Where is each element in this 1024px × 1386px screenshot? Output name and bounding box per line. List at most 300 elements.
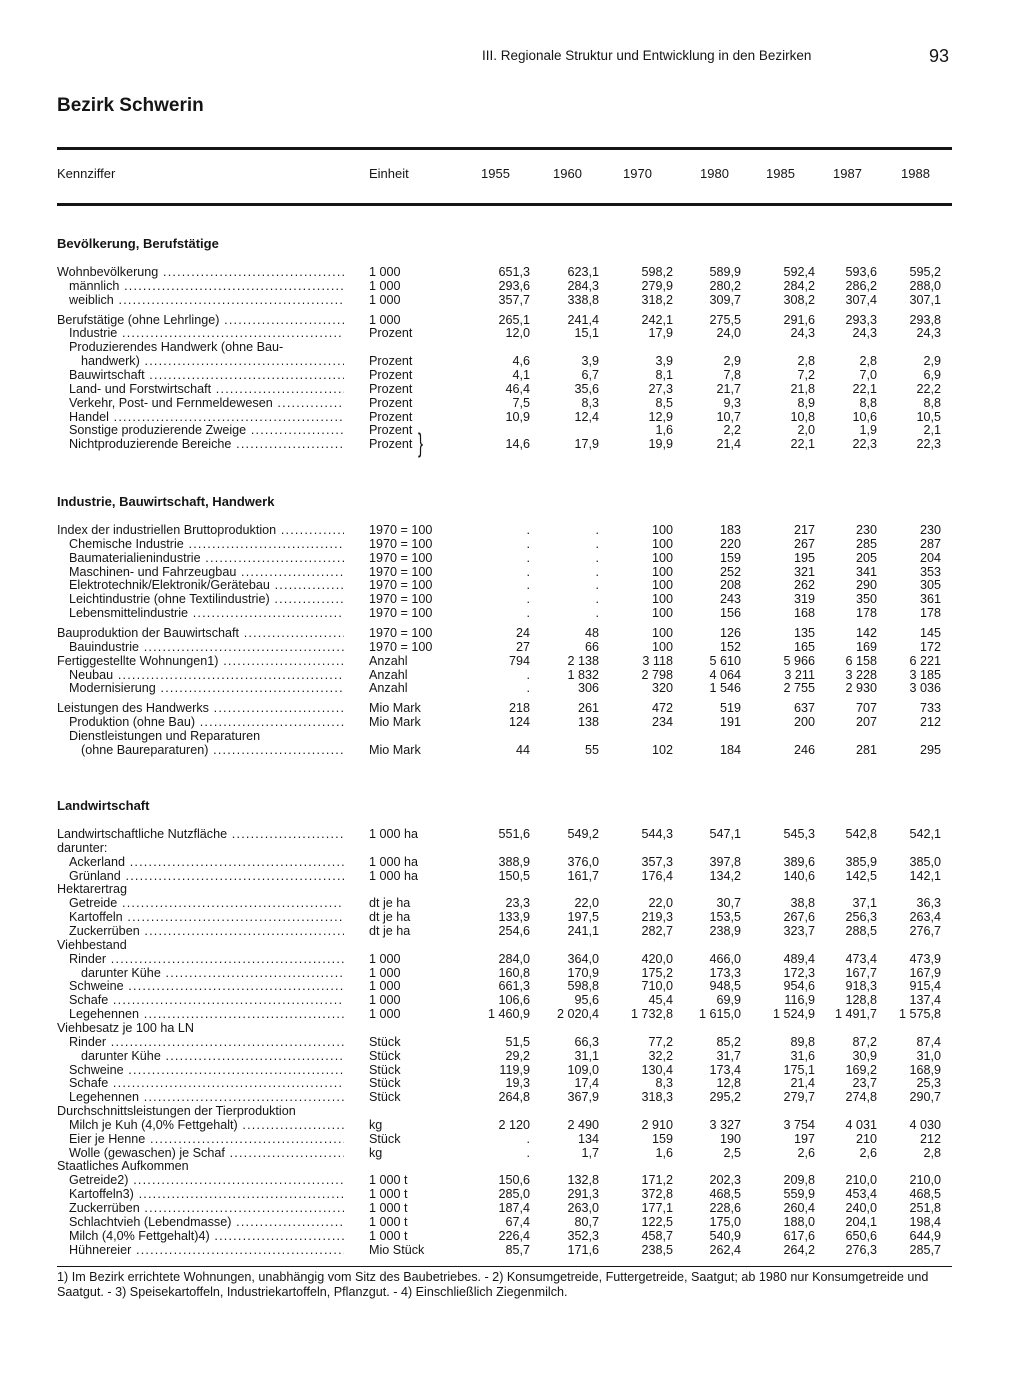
value-cell: 2,0 <box>797 423 815 438</box>
value-cell: 210,0 <box>909 1173 941 1188</box>
value-cell: 24,0 <box>716 326 741 341</box>
value-cell: 69,9 <box>716 993 741 1008</box>
row-unit: 1 000 <box>369 265 401 279</box>
value-cell: 468,5 <box>909 1187 941 1202</box>
value-cell: 2 755 <box>783 681 815 696</box>
value-cell: 212 <box>919 715 941 730</box>
row-label: Kartoffeln3) ..... <box>57 1187 344 1201</box>
value-cell: 8,9 <box>797 395 815 410</box>
value-cell: 385,9 <box>845 854 877 869</box>
value-cell: 489,4 <box>783 951 815 966</box>
value-cell: . <box>595 578 599 593</box>
value-cell: 142,5 <box>845 868 877 883</box>
value-cell: 305 <box>919 578 941 593</box>
value-cell: 262 <box>793 578 815 593</box>
table-row <box>0 855 1024 869</box>
row-label: Berufstätige (ohne Lehrlinge) ..... <box>57 313 344 327</box>
row-unit: 1970 = 100 <box>369 592 433 607</box>
value-cell: 2,6 <box>859 1145 877 1160</box>
row-label: Milch je Kuh (4,0% Fettgehalt) ..... <box>57 1118 344 1132</box>
value-cell: 6,9 <box>923 368 941 382</box>
section-heading: Industrie, Bauwirtschaft, Handwerk <box>57 494 275 509</box>
value-cell: 915,4 <box>909 979 941 994</box>
value-cell: 650,6 <box>845 1228 877 1243</box>
value-cell: 1 575,8 <box>898 1007 941 1022</box>
value-cell: 637 <box>793 701 815 716</box>
value-cell: 210,0 <box>845 1173 877 1188</box>
value-cell: 10,7 <box>716 409 741 424</box>
value-cell: 173,3 <box>709 965 741 980</box>
value-cell: 279,7 <box>783 1090 815 1105</box>
row-unit: 1 000 <box>369 1007 401 1022</box>
value-cell: 153,5 <box>709 910 741 925</box>
value-cell: 3,9 <box>655 354 673 369</box>
value-cell: 3,9 <box>581 354 599 369</box>
value-cell: 2,5 <box>723 1145 741 1160</box>
value-cell: 320 <box>651 681 673 696</box>
value-cell: 2 798 <box>641 667 673 682</box>
value-cell: 116,9 <box>784 993 815 1008</box>
row-label: Industrie ..... <box>57 326 344 340</box>
value-cell: 319 <box>793 592 815 607</box>
row-label: handwerk) ..... <box>57 354 344 368</box>
value-cell: 458,7 <box>641 1228 673 1243</box>
row-unit: Stück <box>369 1076 401 1091</box>
value-cell: 295 <box>919 742 941 757</box>
table-row <box>0 729 1024 743</box>
row-unit: 1 000 t <box>369 1200 408 1215</box>
value-cell: 204,1 <box>845 1214 877 1229</box>
table-row <box>0 410 1024 424</box>
row-label: Schlachtvieh (Lebendmasse) ..... <box>57 1215 344 1229</box>
value-cell: 2,8 <box>797 354 815 369</box>
table-row <box>0 979 1024 993</box>
value-cell: 208 <box>719 578 741 593</box>
table-row <box>0 1159 1024 1173</box>
value-cell: 598,8 <box>567 979 599 994</box>
value-cell: 397,8 <box>709 854 741 869</box>
row-label: Maschinen- und Fahrzeugbau ..... <box>57 565 344 579</box>
value-cell: 100 <box>651 639 673 654</box>
value-cell: 8,1 <box>655 368 673 382</box>
value-cell: 85,7 <box>505 1242 530 1257</box>
value-cell: 5 966 <box>783 653 815 668</box>
value-cell: 44 <box>515 742 530 757</box>
value-cell: 24,3 <box>916 326 941 341</box>
value-cell: 19,3 <box>505 1076 530 1091</box>
value-cell: 172,3 <box>783 965 815 980</box>
value-cell: 190 <box>719 1131 741 1146</box>
table-row <box>0 841 1024 855</box>
row-unit: kg <box>369 1117 383 1132</box>
value-cell: 389,6 <box>783 854 815 869</box>
value-cell: 207 <box>855 715 877 730</box>
value-cell: 128,8 <box>845 993 877 1008</box>
row-unit: 1970 = 100 <box>369 606 433 621</box>
value-cell: 2 020,4 <box>556 1007 599 1022</box>
row-label: Handel ..... <box>57 410 344 424</box>
row-unit: 1 000 <box>369 965 401 980</box>
value-cell: 3 118 <box>642 653 673 668</box>
row-unit: 1970 = 100 <box>369 639 433 654</box>
value-cell: . <box>526 536 530 551</box>
value-cell: 172 <box>919 639 941 654</box>
row-label: Rinder ..... <box>57 1035 344 1049</box>
value-cell: 32,2 <box>648 1048 673 1063</box>
row-label: darunter Kühe ..... <box>57 966 344 980</box>
value-cell: 30,7 <box>716 896 741 911</box>
table-row <box>0 1035 1024 1049</box>
value-cell: 31,6 <box>790 1048 815 1063</box>
value-cell: 285,0 <box>498 1187 530 1202</box>
value-cell: 134 <box>577 1131 599 1146</box>
value-cell: 159 <box>719 550 741 565</box>
value-cell: 100 <box>651 606 673 621</box>
value-cell: 175,0 <box>709 1214 741 1229</box>
table-row <box>0 396 1024 410</box>
value-cell: 542,1 <box>909 827 941 841</box>
value-cell: 293,8 <box>909 312 941 327</box>
value-cell: 3 327 <box>709 1117 741 1132</box>
table-row <box>0 340 1024 354</box>
row-unit: Anzahl <box>369 653 408 668</box>
table-row <box>0 1146 1024 1160</box>
row-unit: 1 000 t <box>369 1187 408 1202</box>
value-cell: 954,6 <box>783 979 815 994</box>
value-cell: 353 <box>919 564 941 579</box>
table-row <box>0 896 1024 910</box>
value-cell: 2,1 <box>923 423 941 438</box>
value-cell: 2 120 <box>498 1117 530 1132</box>
table-row <box>0 640 1024 654</box>
value-cell: 291,6 <box>783 312 815 327</box>
value-cell: 2 910 <box>641 1117 673 1132</box>
table-row <box>0 952 1024 966</box>
value-cell: 318,3 <box>641 1090 673 1105</box>
value-cell: 23,7 <box>852 1076 877 1091</box>
value-cell: 318,2 <box>641 292 673 307</box>
value-cell: 261 <box>577 701 599 716</box>
table-row <box>0 681 1024 695</box>
value-cell: 17,4 <box>574 1076 599 1091</box>
value-cell: 100 <box>651 626 673 640</box>
grouping-brace: } <box>418 428 423 458</box>
value-cell: 2,9 <box>923 354 941 369</box>
value-cell: 7,8 <box>723 368 741 382</box>
row-unit: Mio Stück <box>369 1242 425 1257</box>
value-cell: 226,4 <box>498 1228 530 1243</box>
row-label: Getreide2) ..... <box>57 1173 344 1187</box>
value-cell: 145 <box>919 626 941 640</box>
value-cell: 542,8 <box>845 827 877 841</box>
value-cell: 559,9 <box>783 1187 815 1202</box>
value-cell: 323,7 <box>783 924 815 938</box>
column-header-year: 1960 <box>553 166 582 181</box>
value-cell: 4,6 <box>512 354 530 369</box>
table-row <box>0 265 1024 279</box>
value-cell: 341 <box>855 564 877 579</box>
value-cell: 159 <box>651 1131 673 1146</box>
value-cell: 24 <box>515 626 530 640</box>
row-unit: 1 000 <box>369 993 401 1008</box>
value-cell: 212 <box>919 1131 941 1146</box>
value-cell: 593,6 <box>845 265 877 279</box>
value-cell: 137,4 <box>909 993 941 1008</box>
value-cell: 276,3 <box>845 1242 877 1257</box>
table-row <box>0 668 1024 682</box>
value-cell: 21,7 <box>716 381 741 396</box>
value-cell: 100 <box>651 564 673 579</box>
value-cell: 31,1 <box>574 1048 599 1063</box>
value-cell: 262,4 <box>709 1242 741 1257</box>
value-cell: 119,9 <box>499 1062 530 1077</box>
value-cell: 109,0 <box>567 1062 599 1077</box>
value-cell: 241,1 <box>567 924 599 938</box>
value-cell: . <box>595 606 599 621</box>
table-row <box>0 1243 1024 1257</box>
column-header-indicator: Kennziffer <box>57 166 116 181</box>
value-cell: 307,4 <box>845 292 877 307</box>
row-label: Lebensmittelindustrie ..... <box>57 606 344 620</box>
value-cell: 200 <box>793 715 815 730</box>
value-cell: 420,0 <box>641 951 673 966</box>
value-cell: 284,3 <box>567 278 599 293</box>
row-unit: Prozent <box>369 423 413 438</box>
value-cell: 175,2 <box>641 965 673 980</box>
value-cell: 4 030 <box>909 1117 941 1132</box>
value-cell: 195 <box>793 550 815 565</box>
row-label: männlich ..... <box>57 279 344 293</box>
row-label: Sonstige produzierende Zweige ..... <box>57 423 344 437</box>
value-cell: 188,0 <box>783 1214 815 1229</box>
row-unit: Prozent <box>369 409 413 424</box>
row-label: Schweine ..... <box>57 979 344 993</box>
value-cell: 178 <box>919 606 941 621</box>
value-cell: 321 <box>793 564 815 579</box>
value-cell: 252 <box>719 564 741 579</box>
value-cell: 242,1 <box>641 312 673 327</box>
value-cell: 651,3 <box>498 265 530 279</box>
row-label: Zuckerrüben ..... <box>57 1201 344 1215</box>
value-cell: 100 <box>651 592 673 607</box>
value-cell: . <box>526 667 530 682</box>
value-cell: 169,2 <box>845 1062 877 1077</box>
table-row <box>0 1173 1024 1187</box>
value-cell: 17,9 <box>648 326 673 341</box>
value-cell: 290 <box>855 578 877 593</box>
value-cell: 287 <box>919 536 941 551</box>
value-cell: 173,4 <box>709 1062 741 1077</box>
row-unit: 1970 = 100 <box>369 550 433 565</box>
value-cell: 264,2 <box>783 1242 815 1257</box>
table-row <box>0 882 1024 896</box>
value-cell: 80,7 <box>574 1214 599 1229</box>
value-cell: 87,4 <box>916 1034 941 1049</box>
value-cell: 12,8 <box>716 1076 741 1091</box>
value-cell: 219,3 <box>641 910 673 925</box>
value-cell: 1 546 <box>709 681 741 696</box>
value-cell: 260,4 <box>783 1200 815 1215</box>
value-cell: 274,8 <box>845 1090 877 1105</box>
value-cell: 152 <box>719 639 741 654</box>
value-cell: 217 <box>793 523 815 537</box>
value-cell: 276,7 <box>909 924 941 938</box>
value-cell: 598,2 <box>641 265 673 279</box>
row-unit: Prozent <box>369 326 413 341</box>
row-unit: Prozent <box>369 368 413 382</box>
value-cell: 246 <box>793 742 815 757</box>
value-cell: 22,3 <box>852 437 877 452</box>
value-cell: 4 031 <box>845 1117 877 1132</box>
row-unit: 1 000 ha <box>369 868 419 883</box>
value-cell: 142 <box>855 626 877 640</box>
value-cell: 191 <box>719 715 741 730</box>
value-cell: 279,9 <box>641 278 673 293</box>
value-cell: 918,3 <box>845 979 877 994</box>
value-cell: 263,4 <box>909 910 941 925</box>
value-cell: 352,3 <box>567 1228 599 1243</box>
value-cell: 100 <box>651 523 673 537</box>
row-label: Milch (4,0% Fettgehalt)4) ..... <box>57 1229 344 1243</box>
row-label: Rinder ..... <box>57 952 344 966</box>
value-cell: 948,5 <box>709 979 741 994</box>
value-cell: 95,6 <box>574 993 599 1008</box>
value-cell: 130,4 <box>641 1062 673 1077</box>
row-label: Bauindustrie ..... <box>57 640 344 654</box>
value-cell: 22,3 <box>916 437 941 452</box>
value-cell: 551,6 <box>498 827 530 841</box>
value-cell: 85,2 <box>716 1034 741 1049</box>
value-cell: 29,2 <box>505 1048 530 1063</box>
row-unit: 1 000 <box>369 951 401 966</box>
value-cell: 1 615,0 <box>698 1007 741 1022</box>
value-cell: 367,9 <box>567 1090 599 1105</box>
value-cell: 473,4 <box>845 951 877 966</box>
value-cell: 388,9 <box>498 854 530 869</box>
table-row <box>0 1132 1024 1146</box>
value-cell: . <box>595 592 599 607</box>
value-cell: 595,2 <box>909 265 941 279</box>
row-unit: 1 000 t <box>369 1214 408 1229</box>
table-row <box>0 551 1024 565</box>
value-cell: 150,6 <box>498 1173 530 1188</box>
value-cell: 361 <box>919 592 941 607</box>
value-cell: 264,8 <box>498 1090 530 1105</box>
row-unit: 1 000 <box>369 292 401 307</box>
value-cell: 138 <box>577 715 599 730</box>
value-cell: 77,2 <box>648 1034 673 1049</box>
value-cell: 350 <box>855 592 877 607</box>
footnote-rule <box>57 1266 952 1267</box>
value-cell: 306 <box>577 681 599 696</box>
row-label: Wolle (gewaschen) je Schaf ..... <box>57 1146 344 1160</box>
value-cell: 707 <box>855 701 877 716</box>
value-cell: 177,1 <box>641 1200 673 1215</box>
value-cell: 234 <box>651 715 673 730</box>
row-label: darunter: <box>57 840 108 855</box>
value-cell: 1 524,9 <box>772 1007 815 1022</box>
value-cell: 286,2 <box>845 278 877 293</box>
value-cell: 288,0 <box>909 278 941 293</box>
table-row <box>0 1007 1024 1021</box>
column-header-unit: Einheit <box>369 166 409 181</box>
value-cell: . <box>526 578 530 593</box>
row-unit: 1 000 t <box>369 1173 408 1188</box>
value-cell: 1 732,8 <box>630 1007 673 1022</box>
value-cell: 167,9 <box>909 965 941 980</box>
value-cell: 122,5 <box>641 1214 673 1229</box>
value-cell: 22,0 <box>574 896 599 911</box>
table-row <box>0 1049 1024 1063</box>
row-unit: 1970 = 100 <box>369 564 433 579</box>
value-cell: 2,9 <box>723 354 741 369</box>
value-cell: 12,4 <box>574 409 599 424</box>
row-label: Schafe ..... <box>57 1076 344 1090</box>
value-cell: 89,8 <box>790 1034 815 1049</box>
column-header-year: 1988 <box>901 166 930 181</box>
value-cell: 372,8 <box>641 1187 673 1202</box>
value-cell: 243 <box>719 592 741 607</box>
row-label: Modernisierung ..... <box>57 681 344 695</box>
row-label: Schafe ..... <box>57 993 344 1007</box>
value-cell: 106,6 <box>498 993 530 1008</box>
value-cell: 135 <box>793 626 815 640</box>
value-cell: 228,6 <box>709 1200 741 1215</box>
value-cell: 589,9 <box>709 265 741 279</box>
table-row <box>0 279 1024 293</box>
table-row <box>0 1090 1024 1104</box>
value-cell: 156 <box>719 606 741 621</box>
value-cell: 1,6 <box>655 1145 673 1160</box>
value-cell: 540,9 <box>709 1228 741 1243</box>
value-cell: 472 <box>651 701 673 716</box>
row-label: weiblich ..... <box>57 293 344 307</box>
row-label: Eier je Henne ..... <box>57 1132 344 1146</box>
value-cell: 644,9 <box>909 1228 941 1243</box>
value-cell: 267 <box>793 536 815 551</box>
row-unit: Mio Mark <box>369 715 421 730</box>
value-cell: 6 158 <box>845 653 877 668</box>
table-row <box>0 293 1024 307</box>
row-unit: Prozent <box>369 395 413 410</box>
value-cell: 171,2 <box>641 1173 673 1188</box>
table-row <box>0 1076 1024 1090</box>
value-cell: 1 832 <box>567 667 599 682</box>
row-label: Legehennen ..... <box>57 1007 344 1021</box>
value-cell: 66,3 <box>574 1034 599 1049</box>
value-cell: . <box>526 606 530 621</box>
row-label: Chemische Industrie ..... <box>57 537 344 551</box>
value-cell: 14,6 <box>505 437 530 452</box>
value-cell: 2 930 <box>845 681 877 696</box>
table-row <box>0 827 1024 841</box>
value-cell: 30,9 <box>852 1048 877 1063</box>
value-cell: 544,3 <box>641 827 673 841</box>
value-cell: 661,3 <box>498 979 530 994</box>
value-cell: 100 <box>651 550 673 565</box>
value-cell: 7,0 <box>859 368 877 382</box>
value-cell: 8,3 <box>655 1076 673 1091</box>
value-cell: 31,7 <box>716 1048 741 1063</box>
row-unit: Stück <box>369 1034 401 1049</box>
column-header-year: 1985 <box>766 166 795 181</box>
value-cell: 165 <box>793 639 815 654</box>
row-unit: dt je ha <box>369 910 411 925</box>
value-cell: 134,2 <box>709 868 741 883</box>
value-cell: 178 <box>855 606 877 621</box>
value-cell: 1,9 <box>859 423 877 438</box>
value-cell: 160,8 <box>498 965 530 980</box>
